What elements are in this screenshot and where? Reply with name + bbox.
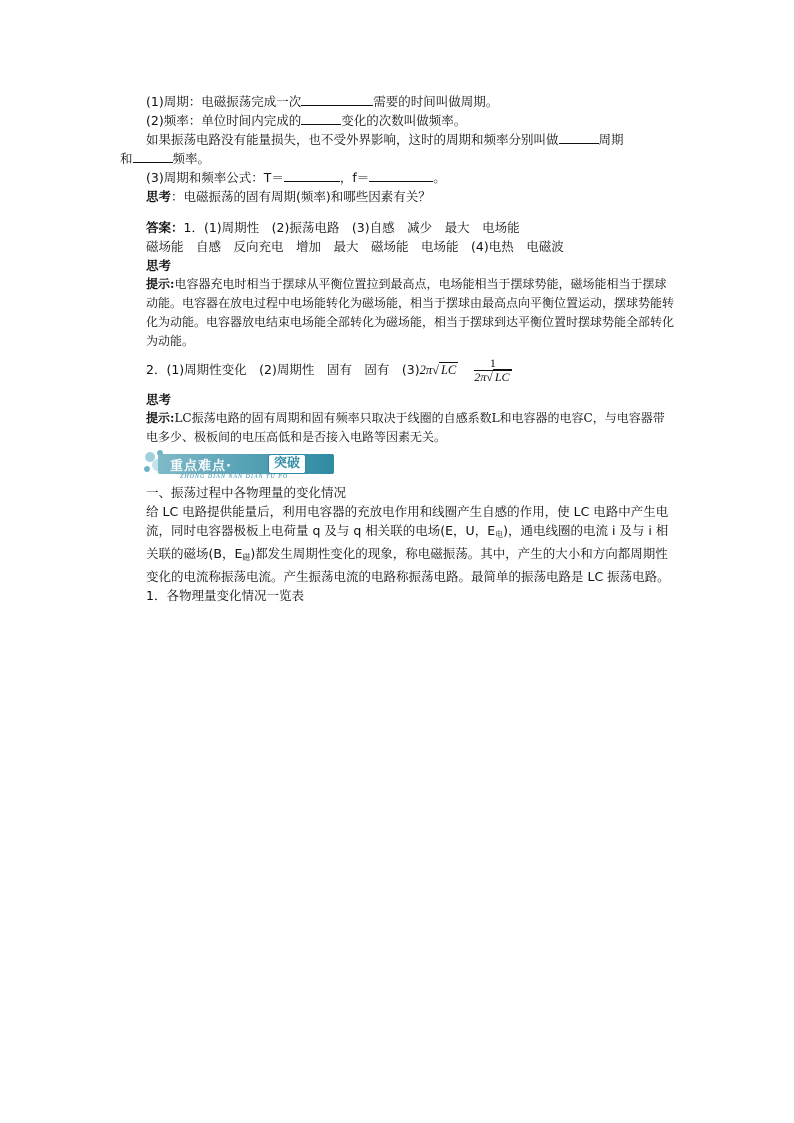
line-formula: (3)周期和频率公式：T＝ ，f＝ 。 — [146, 170, 446, 185]
blank-natural-period — [559, 131, 599, 144]
badge-title: 重点难点· — [170, 459, 232, 474]
blank-frequency — [301, 112, 341, 125]
badge-subtitle: ZHONG DIAN NAN DIAN TU PO — [180, 474, 289, 480]
tip-paragraph-1: 提示:电容器充电时相当于摆球从平衡位置拉到最高点，电场能相当于摆球势能，磁场能相当于摆球动能。电容器在放电过程中电场能转化为磁场能，相当于摆球由最高点向平衡位置运动，摆球势能转化为动能。电容器放电结束电场能全部转化为磁场能，相当于摆球到达平衡位置时摆球势能全部转化为动能。 — [146, 277, 675, 348]
think-heading-1: 思考 — [146, 258, 172, 273]
tip-paragraph-2: 提示:LC振荡电路的固有周期和固有频率只取决于线圈的自感系数L和电容器的电容C，与电容器带电多少、极板间的电压高低和是否接入电路等因素无关。 — [146, 411, 665, 444]
body-paragraph-1: 给 LC 电路提供能量后，利用电容器的充放电作用和线圈产生自感的作用，使 LC 电路中产生电流，同时电容器极板上电荷量 q 及与 q 相关联的电场(E，U，E电)，通电线圈的电流 i 及与 i 相关联的磁场(B，E磁)都发生周期性变化的现象，称电磁振荡。其中，产生的大小和方向都周期性变化的电流称振荡电流。产生振荡电流的电路称振荡电路。最简单的振荡电路是 LC 振荡电路。 — [146, 504, 670, 584]
line-natural-cont: 和 频率。 — [120, 151, 211, 166]
blank-natural-frequency — [133, 150, 173, 163]
document-body — [120, 92, 675, 605]
line-answer-1: 答案：1．(1)周期性 (2)振荡电路 (3)自感 减少 最大 电场能 — [146, 220, 520, 235]
think-heading-2: 思考 — [146, 392, 172, 407]
frequency-formula: $\frac{1}{2\pi√ LC}$ — [474, 356, 510, 384]
line-frequency: (2)频率：单位时间内完成的 变化的次数叫做频率。 — [146, 113, 467, 128]
line-answer-2: 2．(1)周期性变化 (2)周期性 固有 固有 (3)2π√ LC $\frac{1}{2\pi√ LC}$ — [146, 356, 510, 384]
line-natural: 如果振荡电路没有能量损失，也不受外界影响，这时的周期和频率分别叫做 周期 — [146, 132, 624, 147]
badge-highlight: 突破 — [268, 454, 306, 474]
section-heading-1: 一、振荡过程中各物理量的变化情况 — [146, 485, 347, 500]
blank-f — [369, 169, 433, 182]
section-badge — [142, 447, 675, 483]
line-period: (1)周期：电磁振荡完成一次 需要的时间叫做周期。 — [146, 94, 499, 109]
blank-period — [301, 93, 373, 106]
subsection-heading-1: 1．各物理量变化情况一览表 — [146, 588, 304, 603]
line-answer-1-cont: 磁场能 自感 反向充电 增加 最大 磁场能 电场能 (4)电热 电磁波 — [146, 239, 564, 254]
blank-T — [284, 169, 340, 182]
line-think-question: 思考：电磁振荡的固有周期(频率)和哪些因素有关？ — [146, 189, 431, 204]
